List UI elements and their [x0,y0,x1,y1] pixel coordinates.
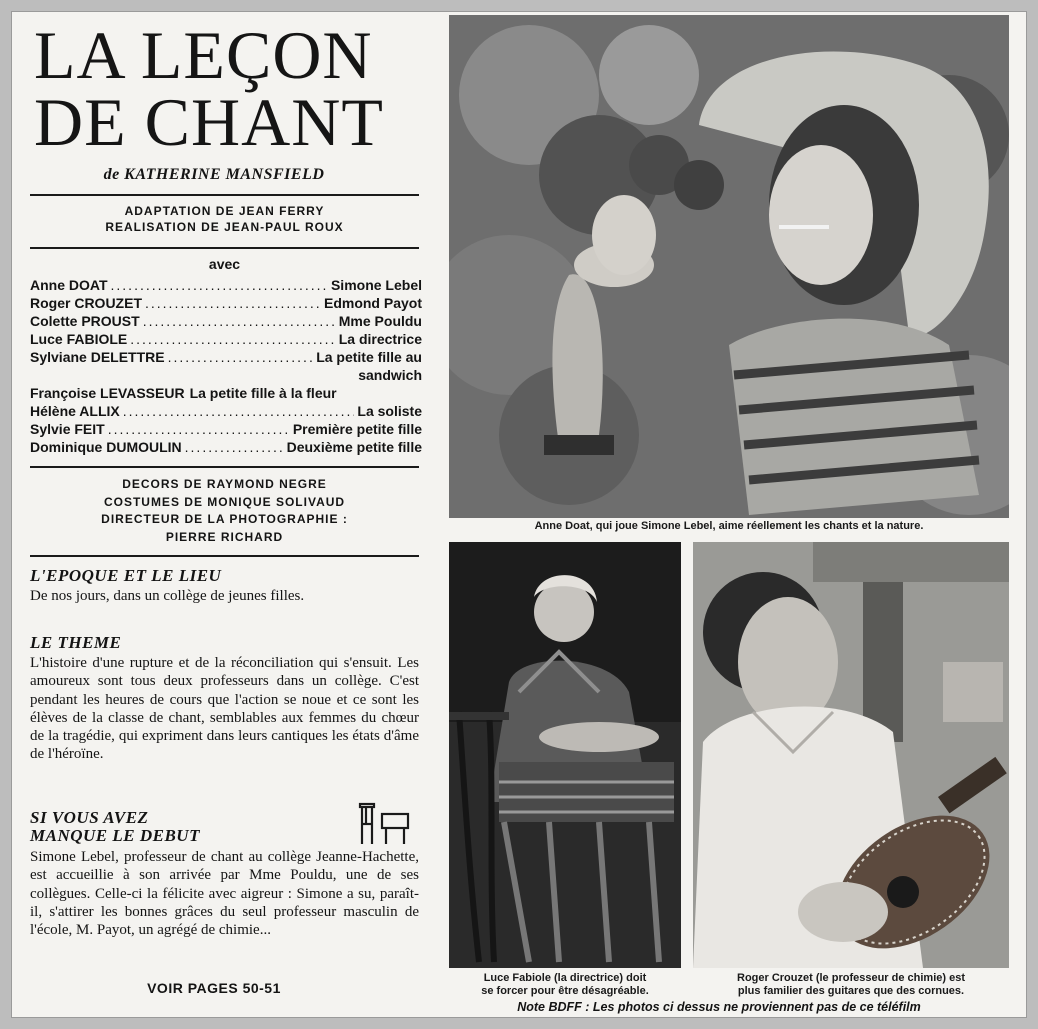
page-title [34,17,434,160]
editor-note: Note BDFF : Les photos ci dessus ne proviennent pas de ce téléfilm [517,1000,921,1014]
section-text-epoque: De nos jours, dans un collège de jeunes filles. [30,588,305,604]
cast-role: Mme Pouldu [338,313,422,329]
cast-list [30,276,422,456]
credits-block [30,203,419,235]
section-text-theme: L'histoire d'une rupture et de la réconciliation qui s'ensuit. Les amoureux sont tous deux professeurs dans un collège. C'est pendant les heures de cours que l'action se noue et ce sont les élèves de la classe de chant, semblables aux femmes du chœur de la tragédie, qui expriment dans leurs cantiques les états d'âme de l'héroïne. [30,655,419,763]
table-and-chairs-icon [356,800,416,848]
heading-line: SI VOUS AVEZ [30,808,149,827]
cast-role: La petite fille au [316,349,422,365]
section-text-debut: Simone Lebel, professeur de chant au collège Jeanne-Hachette, est accueillie à son arrivée par Mme Pouldu, une de ses collègues. Celle-ci la félicite avec aigreur : Simone a su, paraît-il, s'attirer les bonnes grâces du seul professeur masculin de l'école, M. Payot, un agrégé de chimie... [30,849,419,939]
cast-row [30,312,422,330]
section-heading-debut [30,809,200,845]
cast-row [30,384,422,402]
heading-line: MANQUE LE DEBUT [30,826,200,845]
photo-roger-crouzet [693,542,1009,968]
cast-actor: Dominique DUMOULIN [30,439,182,455]
author-line: de KATHERINE MANSFIELD [103,166,325,183]
cast-row [30,330,422,348]
caption-line: Luce Fabiole (la directrice) doit [483,972,647,984]
magazine-page [11,11,1027,1018]
photo-luce-fabiole [449,542,681,968]
cast-actor: Roger CROUZET [30,295,142,311]
cast-role: Simone Lebel [330,277,422,293]
divider [30,555,419,557]
crew-costumes: COSTUMES DE MONIQUE SOLIVAUD [103,494,346,509]
see-pages-link: VOIR PAGES 50-51 [147,980,281,996]
photo-woman-at-table [449,542,681,968]
divider [30,194,419,196]
photo-woman-in-straw-hat [449,15,1009,518]
cast-role: Edmond Payot [323,295,422,311]
divider [30,247,419,249]
caption-line: plus familier des guitares que des cornues. [737,985,965,997]
cast-actor: Anne DOAT [30,277,108,293]
caption-line: se forcer pour être désagréable. [481,985,649,997]
cast-role: La petite fille à la fleur [189,385,337,401]
section-heading-theme: LE THEME [30,633,122,652]
cast-row [30,294,422,312]
photo-caption-bottom-left [449,972,681,998]
section-heading-epoque: L'EPOQUE ET LE LIEU [30,566,222,585]
cast-row [30,276,422,294]
cast-row [30,402,422,420]
credit-adaptation: ADAPTATION DE JEAN FERRY [124,204,325,218]
cast-role: Deuxième petite fille [286,439,422,455]
cast-actor: Sylvie FEIT [30,421,105,437]
divider [30,466,419,468]
crew-decors: DECORS DE RAYMOND NEGRE [122,477,327,491]
credit-realisation: REALISATION DE JEAN-PAUL ROUX [105,220,344,234]
cast-actor: Colette PROUST [30,313,140,329]
cast-row-continuation [30,366,422,384]
cast-actor: Luce FABIOLE [30,331,128,347]
crew-photo-director: DIRECTEUR DE LA PHOTOGRAPHIE : [101,512,348,526]
cast-role: Première petite fille [292,421,422,437]
title-line-1: LA LEÇON [34,17,373,93]
cast-role-continuation: sandwich [358,367,422,383]
cast-role: La soliste [357,403,422,419]
title-line-2: DE CHANT [34,84,384,160]
caption-line: Roger Crouzet (le professeur de chimie) est [737,972,965,984]
photo-man-with-guitar [693,542,1009,968]
cast-actor: Hélène ALLIX [30,403,120,419]
cast-actor: Sylviane DELETTRE [30,349,165,365]
photo-caption-top: Anne Doat, qui joue Simone Lebel, aime réellement les chants et la nature. [534,520,924,532]
crew-block [30,476,419,546]
photo-anne-doat [449,15,1009,518]
cast-row [30,420,422,438]
avec-label: avec [208,256,241,272]
cast-role: La directrice [338,331,422,347]
crew-photo-name: PIERRE RICHARD [165,529,284,544]
cast-row [30,348,422,366]
cast-row [30,438,422,456]
cast-actor: Françoise LEVASSEUR [30,385,185,401]
photo-caption-bottom-right [693,972,1009,998]
